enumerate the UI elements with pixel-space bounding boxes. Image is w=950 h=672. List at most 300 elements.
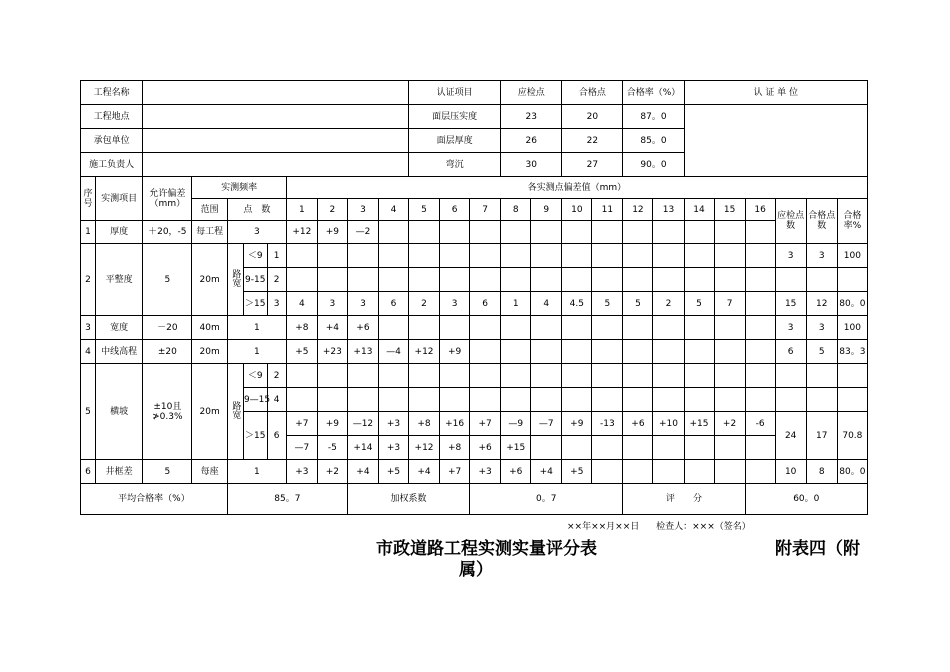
value-cell: 4 (286, 292, 317, 316)
value-cell (745, 340, 775, 364)
value-cell (714, 364, 745, 388)
col-number: 13 (653, 199, 684, 221)
value-cell: 1 (501, 292, 531, 316)
value-cell (653, 436, 684, 460)
value-cell: +4 (409, 460, 440, 484)
cert-item: 弯沉 (409, 153, 501, 177)
value-cell (684, 364, 714, 388)
annex-label: 附表四（附 (775, 539, 860, 559)
should-cell: 6 (775, 340, 806, 364)
value-cell: —4 (378, 340, 408, 364)
value-cell (745, 268, 775, 292)
sub-points-cell: 2 (267, 364, 286, 388)
tolerance-cell: ＋20，-5 (143, 221, 192, 244)
project-location-value (143, 105, 409, 129)
value-cell: +15 (684, 412, 714, 436)
range-cell: 40m (192, 316, 227, 340)
seq-header: 序号 (81, 177, 96, 221)
value-cell (440, 221, 470, 244)
value-cell (440, 316, 470, 340)
value-cell: +3 (286, 460, 317, 484)
value-cell: —7 (531, 412, 562, 436)
points-cell: 1 (227, 316, 286, 340)
value-cell (378, 221, 408, 244)
condition-cell: ＜9 (243, 244, 267, 268)
cert-pass: 22 (562, 129, 623, 153)
item-cell: 横坡 (96, 364, 143, 460)
range-cell: 20m (192, 244, 227, 316)
value-cell: 3 (440, 292, 470, 316)
sub-points-cell: 6 (267, 412, 286, 460)
value-cell (378, 316, 408, 340)
value-cell (714, 244, 745, 268)
rate-cell: 70.8 (837, 412, 867, 460)
value-cell (286, 364, 317, 388)
col-number: 5 (409, 199, 440, 221)
value-cell (745, 221, 775, 244)
value-cell (440, 388, 470, 412)
value-cell (623, 388, 653, 412)
inspection-date: ××年××月××日 (567, 522, 640, 532)
value-cell: 6 (470, 292, 501, 316)
cert-rate: 90。0 (623, 153, 684, 177)
should-cell (775, 364, 806, 388)
value-cell (714, 436, 745, 460)
value-cell (745, 244, 775, 268)
value-cell (470, 388, 501, 412)
value-cell (592, 388, 623, 412)
range-cell: 20m (192, 364, 227, 460)
pass-points-label: 合格点 (562, 81, 623, 105)
range-header: 范围 (192, 199, 227, 221)
value-cell (317, 244, 347, 268)
value-cell (684, 436, 714, 460)
cert-unit-label: 认 证 单 位 (684, 81, 867, 105)
value-cell: +4 (317, 316, 347, 340)
value-cell: +5 (378, 460, 408, 484)
should-check-label: 应检点 (501, 81, 562, 105)
road-width-label: 路宽 (227, 244, 243, 316)
value-cell: -6 (745, 412, 775, 436)
value-cell (531, 340, 562, 364)
seq-cell: 3 (81, 316, 96, 340)
seq-cell: 4 (81, 340, 96, 364)
value-cell (745, 388, 775, 412)
value-cell: 5 (592, 292, 623, 316)
points-cell: 1 (227, 340, 286, 364)
value-cell (347, 388, 378, 412)
score-value: 60。0 (745, 484, 867, 515)
inspector: 检查人：×××（签名） (656, 522, 751, 532)
pass-cell (806, 364, 837, 388)
value-cell: -13 (592, 412, 623, 436)
value-cell (653, 221, 684, 244)
pass-cell: 5 (806, 340, 837, 364)
value-cell: +15 (501, 436, 531, 460)
value-cell (470, 244, 501, 268)
range-cell: 每工程 (192, 221, 227, 244)
tolerance-cell: －20 (143, 316, 192, 340)
value-cell (653, 244, 684, 268)
project-name-label: 工程名称 (81, 81, 143, 105)
cert-should: 26 (501, 129, 562, 153)
value-cell: 5 (623, 292, 653, 316)
rate-cell: 100 (837, 244, 867, 268)
value-cell (409, 268, 440, 292)
value-cell (317, 364, 347, 388)
col-number: 9 (531, 199, 562, 221)
should-check-header: 应检点数 (775, 199, 806, 244)
condition-cell: ＞15 (243, 292, 267, 316)
value-cell (592, 221, 623, 244)
value-cell (592, 460, 623, 484)
rate-cell: 100 (837, 316, 867, 340)
value-cell (286, 388, 317, 412)
value-cell (286, 268, 317, 292)
col-number: 3 (347, 199, 378, 221)
value-cell (562, 340, 592, 364)
value-cell (286, 244, 317, 268)
value-cell (592, 316, 623, 340)
cert-should: 23 (501, 105, 562, 129)
value-cell (440, 364, 470, 388)
value-cell (409, 244, 440, 268)
item-cell: 中线高程 (96, 340, 143, 364)
pass-cell: 3 (806, 244, 837, 268)
value-cell (714, 388, 745, 412)
value-cell (714, 460, 745, 484)
value-cell (562, 436, 592, 460)
signature-line (567, 519, 765, 532)
value-cell (409, 221, 440, 244)
sub-points-cell: 4 (267, 388, 286, 412)
value-cell: +3 (378, 436, 408, 460)
value-cell (562, 268, 592, 292)
cert-item-label: 认证项目 (409, 81, 501, 105)
score-label: 评 分 (623, 484, 745, 515)
value-cell: +14 (347, 436, 378, 460)
range-cell: 每座 (192, 460, 227, 484)
value-cell (470, 268, 501, 292)
value-cell: +10 (653, 412, 684, 436)
cert-rate: 85。0 (623, 129, 684, 153)
project-location-label: 工程地点 (81, 105, 143, 129)
pass-rate-header: 合格率% (837, 199, 867, 244)
value-cell (623, 340, 653, 364)
pass-cell: 12 (806, 292, 837, 316)
value-cell (501, 364, 531, 388)
value-cell: +16 (440, 412, 470, 436)
value-cell: +5 (562, 460, 592, 484)
value-cell (714, 221, 745, 244)
item-header: 实测项目 (96, 177, 143, 221)
value-cell (653, 364, 684, 388)
tolerance-cell: ±20 (143, 340, 192, 364)
value-cell (501, 316, 531, 340)
value-cell: +4 (531, 460, 562, 484)
value-cell (684, 388, 714, 412)
value-cell (714, 316, 745, 340)
value-cell: 7 (714, 292, 745, 316)
col-number: 7 (470, 199, 501, 221)
rate-cell: 80。0 (837, 460, 867, 484)
value-cell (531, 316, 562, 340)
item-cell: 井框差 (96, 460, 143, 484)
value-cell (440, 244, 470, 268)
value-cell (623, 221, 653, 244)
road-width-label: 路宽 (227, 364, 243, 460)
should-cell (775, 268, 806, 292)
value-cell (592, 268, 623, 292)
col-number: 11 (592, 199, 623, 221)
should-cell: 24 (775, 412, 806, 460)
condition-cell: ＜9 (243, 364, 267, 388)
value-cell (531, 268, 562, 292)
weight-label: 加权系数 (347, 484, 469, 515)
seq-cell: 2 (81, 244, 96, 316)
value-cell (531, 244, 562, 268)
value-cell (745, 292, 775, 316)
condition-cell: ＞15 (243, 412, 267, 460)
value-cell: 3 (347, 292, 378, 316)
sub-points-cell: 3 (267, 292, 286, 316)
should-cell: 3 (775, 316, 806, 340)
pass-rate-label: 合格率（%） (623, 81, 684, 105)
avg-pass-rate-label: 平均合格率（%） (81, 484, 228, 515)
value-cell: 3 (317, 292, 347, 316)
value-cell: 5 (684, 292, 714, 316)
value-cell (501, 221, 531, 244)
pass-count-header: 合格点数 (806, 199, 837, 244)
value-cell (745, 364, 775, 388)
item-cell: 厚度 (96, 221, 143, 244)
value-cell (653, 340, 684, 364)
value-cell: +2 (714, 412, 745, 436)
cert-rate: 87。0 (623, 105, 684, 129)
value-cell (714, 268, 745, 292)
cert-pass: 27 (562, 153, 623, 177)
col-number: 8 (501, 199, 531, 221)
value-cell: +9 (440, 340, 470, 364)
sub-points-cell: 1 (267, 244, 286, 268)
construction-manager-value (143, 153, 409, 177)
value-cell (531, 364, 562, 388)
value-cell: +9 (317, 221, 347, 244)
col-number: 15 (714, 199, 745, 221)
value-cell (653, 316, 684, 340)
cert-item: 面层厚度 (409, 129, 501, 153)
value-cell (562, 221, 592, 244)
value-cell: +8 (409, 412, 440, 436)
value-cell (684, 221, 714, 244)
col-number: 2 (317, 199, 347, 221)
value-cell (623, 244, 653, 268)
value-cell (317, 388, 347, 412)
rate-cell: 83。3 (837, 340, 867, 364)
value-cell (623, 436, 653, 460)
cert-should: 30 (501, 153, 562, 177)
value-cell: +6 (347, 316, 378, 340)
col-number: 10 (562, 199, 592, 221)
value-cell: +12 (409, 340, 440, 364)
value-cell (684, 340, 714, 364)
col-number: 6 (440, 199, 470, 221)
value-cell: —7 (286, 436, 317, 460)
should-cell: 3 (775, 244, 806, 268)
value-cell (470, 316, 501, 340)
value-cell (684, 268, 714, 292)
seq-cell: 6 (81, 460, 96, 484)
rate-cell (837, 268, 867, 292)
value-cell (378, 268, 408, 292)
should-cell: 10 (775, 460, 806, 484)
value-cell (501, 340, 531, 364)
value-cell: +23 (317, 340, 347, 364)
seq-cell: 5 (81, 364, 96, 460)
value-cell (562, 364, 592, 388)
rate-cell (837, 364, 867, 388)
value-cell (347, 268, 378, 292)
value-cell: +7 (286, 412, 317, 436)
value-cell: +7 (470, 412, 501, 436)
rate-cell: 80。0 (837, 292, 867, 316)
value-cell: +8 (286, 316, 317, 340)
pass-cell (806, 388, 837, 412)
value-cell (378, 364, 408, 388)
cert-unit-value (684, 105, 867, 177)
pass-cell: 8 (806, 460, 837, 484)
cert-pass: 20 (562, 105, 623, 129)
value-cell: 2 (653, 292, 684, 316)
value-cell (745, 436, 775, 460)
value-cell (592, 436, 623, 460)
weight-value: 0。7 (470, 484, 623, 515)
value-cell: —9 (501, 412, 531, 436)
value-cell: 4 (531, 292, 562, 316)
value-cell (714, 340, 745, 364)
deviation-values-header: 各实测点偏差值（mm） (286, 177, 867, 199)
value-cell: +3 (378, 412, 408, 436)
value-cell: 2 (409, 292, 440, 316)
pass-cell: 3 (806, 316, 837, 340)
contractor-value (143, 129, 409, 153)
value-cell (592, 364, 623, 388)
tolerance-header: 允许偏差（mm） (143, 177, 192, 221)
value-cell (623, 316, 653, 340)
value-cell: -5 (317, 436, 347, 460)
item-cell: 宽度 (96, 316, 143, 340)
condition-cell: 9-15 (243, 268, 267, 292)
value-cell (562, 244, 592, 268)
value-cell (592, 244, 623, 268)
value-cell: +13 (347, 340, 378, 364)
value-cell (592, 340, 623, 364)
value-cell: +9 (562, 412, 592, 436)
value-cell (684, 244, 714, 268)
value-cell (531, 388, 562, 412)
range-cell: 20m (192, 340, 227, 364)
contractor-label: 承包单位 (81, 129, 143, 153)
value-cell (653, 460, 684, 484)
item-cell: 平整度 (96, 244, 143, 316)
rate-cell (837, 388, 867, 412)
value-cell: +5 (286, 340, 317, 364)
seq-cell: 1 (81, 221, 96, 244)
frequency-header: 实测频率 (192, 177, 286, 199)
value-cell (470, 340, 501, 364)
value-cell (501, 388, 531, 412)
value-cell (378, 244, 408, 268)
annex-label-continued: 属） (459, 560, 493, 580)
value-cell (470, 364, 501, 388)
should-cell (775, 388, 806, 412)
points-cell: 1 (227, 460, 286, 484)
col-number: 1 (286, 199, 317, 221)
tolerance-cell: 5 (143, 244, 192, 316)
value-cell (562, 388, 592, 412)
value-cell (347, 244, 378, 268)
value-cell (745, 316, 775, 340)
value-cell: +4 (347, 460, 378, 484)
value-cell: 4.5 (562, 292, 592, 316)
value-cell (562, 316, 592, 340)
value-cell (409, 316, 440, 340)
value-cell: +2 (317, 460, 347, 484)
pass-cell: 17 (806, 412, 837, 460)
value-cell (501, 244, 531, 268)
tolerance-cell: ±10且≯0.3% (143, 364, 192, 460)
value-cell (623, 460, 653, 484)
value-cell (378, 388, 408, 412)
avg-pass-rate-value: 85。7 (227, 484, 347, 515)
value-cell (409, 388, 440, 412)
value-cell (440, 268, 470, 292)
value-cell: +12 (286, 221, 317, 244)
value-cell: +6 (623, 412, 653, 436)
value-cell (745, 460, 775, 484)
value-cell: +9 (317, 412, 347, 436)
value-cell: —2 (347, 221, 378, 244)
value-cell (684, 316, 714, 340)
value-cell: 6 (378, 292, 408, 316)
value-cell: +6 (501, 460, 531, 484)
cert-item: 面层压实度 (409, 105, 501, 129)
value-cell: +12 (409, 436, 440, 460)
value-cell (347, 364, 378, 388)
construction-manager-label: 施工负责人 (81, 153, 143, 177)
value-cell: —12 (347, 412, 378, 436)
value-cell (470, 221, 501, 244)
value-cell (623, 364, 653, 388)
value-cell: +6 (470, 436, 501, 460)
condition-cell: 9—15 (243, 388, 267, 412)
score-sheet (80, 80, 868, 515)
col-number: 4 (378, 199, 408, 221)
points-header: 点 数 (227, 199, 286, 221)
col-number: 12 (623, 199, 653, 221)
value-cell (317, 268, 347, 292)
value-cell (501, 268, 531, 292)
score-table (80, 80, 868, 515)
pass-cell (806, 268, 837, 292)
value-cell: +8 (440, 436, 470, 460)
col-number: 14 (684, 199, 714, 221)
points-cell: 3 (227, 221, 286, 244)
project-name-value (143, 81, 409, 105)
value-cell (409, 364, 440, 388)
col-number: 16 (745, 199, 775, 221)
sub-points-cell: 2 (267, 268, 286, 292)
